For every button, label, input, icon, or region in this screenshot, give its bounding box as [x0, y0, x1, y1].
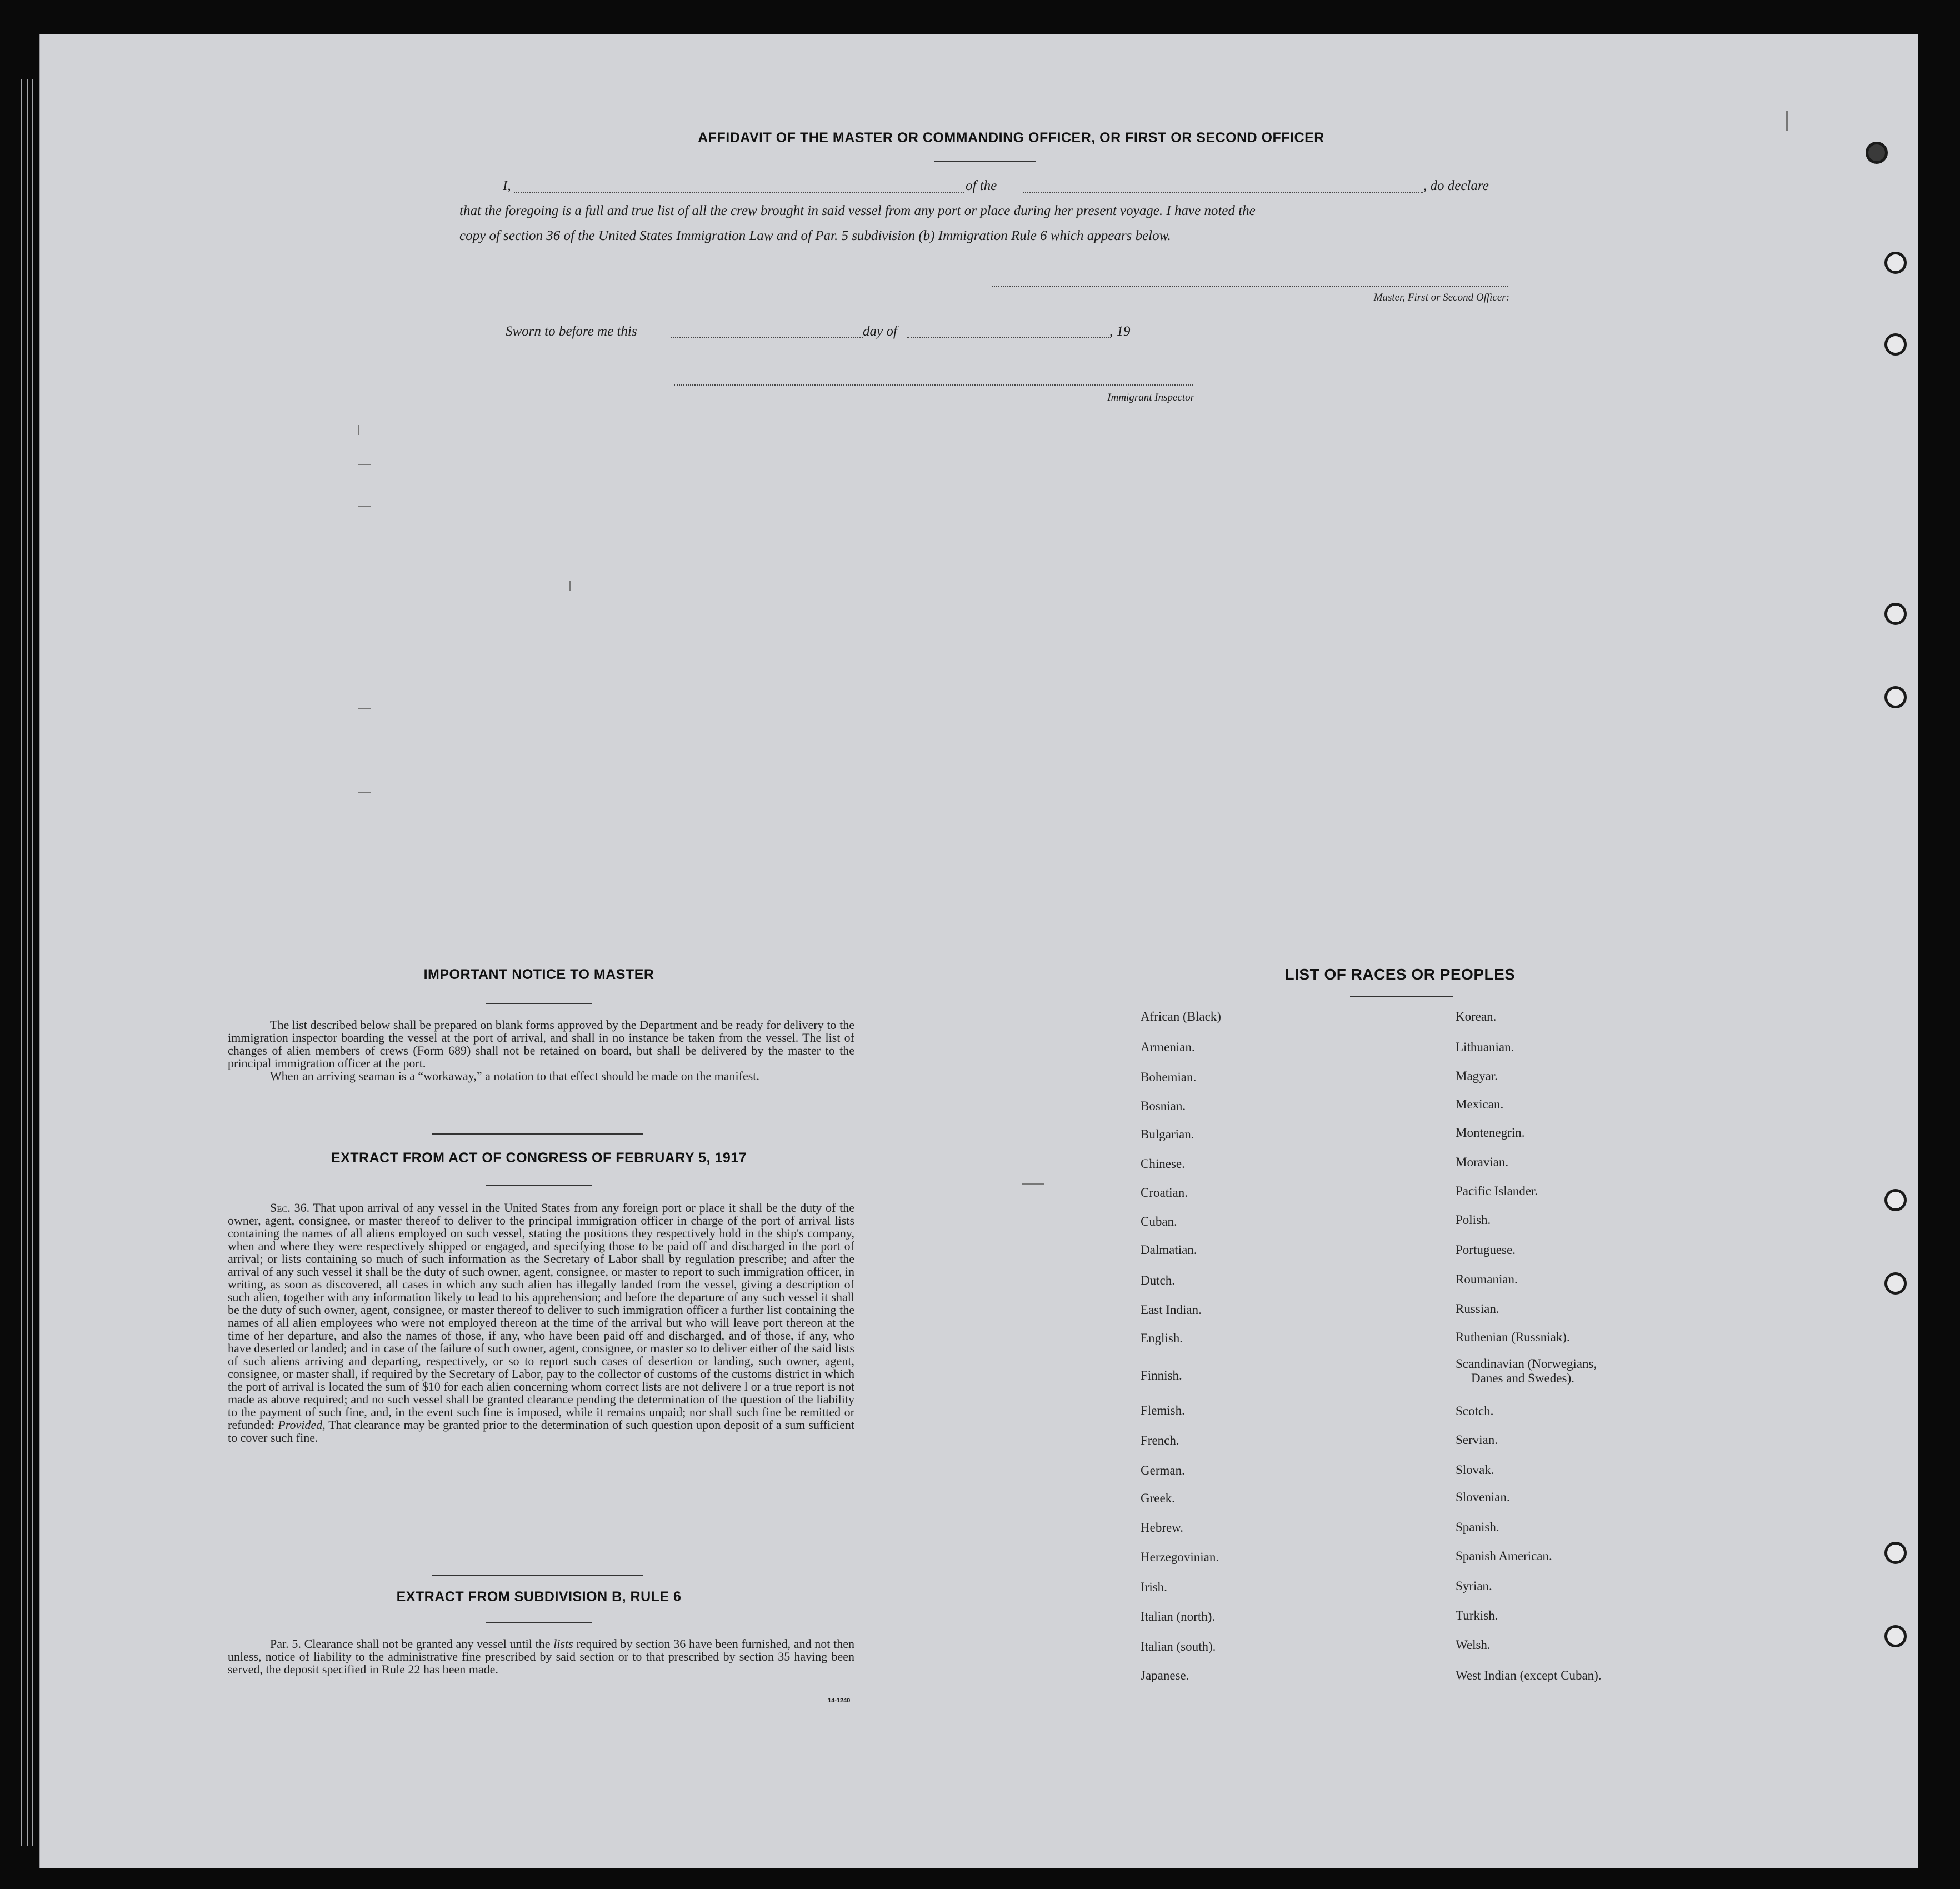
notice-paragraph-1: The list described below shall be prepared on blank forms approved by the Department and be ready for delivery to the immigration inspector boarding the vessel at the port of arrival, and shall in no instance be taken from the vessel. The list of changes of alien members of crews (Form 689) shall not be retained on board, but shall be delivered by the master to the principal immigration officer at the port.: [228, 1018, 854, 1070]
race-item: Croatian.: [1141, 1186, 1188, 1200]
day-of-label: day of: [863, 324, 897, 339]
scan-mark: [358, 708, 371, 709]
section-36-text-end: That clearance may be granted prior to the determination of such question upon deposit of a sum sufficient to cover such fine.: [228, 1418, 854, 1445]
race-item: African (Black): [1141, 1010, 1221, 1023]
scan-mark: [358, 464, 371, 465]
race-item: Scandinavian (Norwegians,: [1456, 1357, 1597, 1371]
race-item: Italian (north).: [1141, 1610, 1216, 1623]
vessel-name-field[interactable]: [1023, 192, 1423, 193]
race-item: Bulgarian.: [1141, 1127, 1194, 1141]
sworn-label: Sworn to before me this: [506, 324, 637, 339]
race-item: Slovenian.: [1456, 1490, 1510, 1504]
binder-hole: [1884, 1272, 1907, 1295]
race-item: Slovak.: [1456, 1463, 1494, 1477]
race-item: Flemish.: [1141, 1403, 1185, 1417]
race-item: Moravian.: [1456, 1155, 1509, 1169]
rule-text-start: Par. 5. Clearance shall not be granted any vessel until the: [270, 1637, 551, 1651]
binder-hole: [1884, 1625, 1907, 1647]
race-item: Herzegovinian.: [1141, 1550, 1219, 1564]
race-item: Cuban.: [1141, 1215, 1177, 1228]
binder-hole: [1884, 686, 1907, 708]
race-item: Italian (south).: [1141, 1640, 1216, 1653]
rule-extract-title: EXTRACT FROM SUBDIVISION B, RULE 6: [396, 1589, 682, 1605]
notice-title: IMPORTANT NOTICE TO MASTER: [423, 967, 654, 982]
race-item: Magyar.: [1456, 1069, 1498, 1083]
binder-hole: [1884, 603, 1907, 625]
race-item: Syrian.: [1456, 1579, 1492, 1593]
races-title: LIST OF RACES OR PEOPLES: [1284, 966, 1516, 983]
binder-hole: [1866, 142, 1888, 164]
race-item: West Indian (except Cuban).: [1456, 1668, 1602, 1682]
race-item: Bosnian.: [1141, 1099, 1186, 1113]
race-item: East Indian.: [1141, 1303, 1202, 1317]
race-item: Bohemian.: [1141, 1070, 1197, 1084]
binder-hole: [1884, 252, 1907, 274]
race-item: Scotch.: [1456, 1404, 1494, 1418]
declarant-name-field[interactable]: [514, 192, 964, 193]
section-label: Sec. 36.: [270, 1201, 310, 1215]
act-underline: [486, 1185, 592, 1186]
race-item: Spanish American.: [1456, 1549, 1552, 1563]
rule-underline: [486, 1622, 592, 1623]
master-signature-field[interactable]: [992, 286, 1508, 287]
binder-hole: [1884, 333, 1907, 356]
binder-hole: [1884, 1189, 1907, 1211]
scan-mark: [358, 425, 359, 435]
rule-text-end: required by section 36 have been furnished, and not then unless, notice of liability to the administrative fine prescribed by said section or to that prescribed by section 35 having been served, the deposit specified in Rule 22 has been made.: [228, 1637, 855, 1676]
affidavit-line-2: that the foregoing is a full and true list of all the crew brought in said vessel from any port or place during her present voyage. I have noted the: [459, 203, 1256, 218]
scan-mark: [1786, 111, 1788, 131]
race-item: Ruthenian (Russniak).: [1456, 1330, 1570, 1344]
race-item: German.: [1141, 1463, 1185, 1477]
section-36-text: That upon arrival of any vessel in the United States from any foreign port or place it shall be the duty of the owner, agent, consignee, or master thereof to deliver to the principal immigration officer in charge of the port of arrival lists containing the names of all aliens employed on such vessel, stating the positions they respectively hold in the ship's company, when and where they were respectively shipped or engaged, and specifying those to be paid off and discharged in the port of arrival; or lists containing so much of such information as the Secretary of Labor shall by regulation prescribe; and after the arrival of any such vessel it shall be the duty of such owner, agent, consignee, or master to report to such immigration officer, in writing, as soon as discovered, all cases in which any such alien has illegally landed from the vessel, giving a description of such alien, together with any information likely to lead to his apprehension; and before the departure of any such vessel it shall be the duty of such owner, agent, consignee, or master thereof to deliver to such immigration officer a further list containing the names of all alien employees who were not employed thereon at the time of the arrival but who will leave port thereon at the time of her departure, and also the names of those, if any, who have been paid off and discharged, and of those, if any, who have deserted or landed; and in case of the failure of such owner, agent, consignee, or master so to deliver either of the said lists of such aliens arriving and departing, respectively, or so to report such cases of desertion or landing, such owner, agent, consignee, or master shall, if required by the Secretary of Labor, pay to the collector of customs of the customs district in which the port of arrival is located the sum of $10 for each alien concerning whom correct lists are not delivere l or a true report is not made as above required; and no such vessel shall be granted clearance pending the determination of the question of the liability to the payment of such fine, and, in the event such fine is imposed, while it remains unpaid; nor shall such fine be remitted or refunded:: [228, 1201, 854, 1432]
section-divider: [432, 1575, 643, 1576]
notice-paragraph-2: When an arriving seaman is a “workaway,” a notation to that effect should be made on the manifest.: [270, 1069, 759, 1083]
race-item-continuation: Danes and Swedes).: [1471, 1371, 1574, 1385]
notice-body: [228, 1018, 854, 1082]
race-item: English.: [1141, 1331, 1183, 1345]
race-item: Irish.: [1141, 1580, 1167, 1594]
race-item: Pacific Islander.: [1456, 1184, 1538, 1198]
race-item: Japanese.: [1141, 1668, 1189, 1682]
race-item: Spanish.: [1456, 1520, 1499, 1534]
race-item: Hebrew.: [1141, 1521, 1184, 1535]
notice-underline: [486, 1003, 592, 1004]
race-item: Russian.: [1456, 1302, 1499, 1316]
scan-mark: [358, 506, 371, 507]
scan-mark: [569, 581, 571, 591]
race-item: Greek.: [1141, 1491, 1175, 1505]
scan-mark: [1022, 1183, 1044, 1185]
form-number: 14-1240: [828, 1697, 851, 1704]
vessel-label: of the: [966, 178, 997, 193]
race-item: Korean.: [1456, 1010, 1497, 1023]
lists-label: lists: [553, 1637, 573, 1651]
affidavit-title: AFFIDAVIT OF THE MASTER OR COMMANDING OFFICER, OR FIRST OR SECOND OFFICER: [698, 130, 1324, 146]
race-item: Montenegrin.: [1456, 1126, 1525, 1140]
race-item: Welsh.: [1456, 1638, 1491, 1652]
scan-mark: [358, 792, 371, 793]
race-item: Turkish.: [1456, 1608, 1498, 1622]
sworn-month-field[interactable]: [907, 337, 1109, 338]
race-item: Mexican.: [1456, 1097, 1504, 1111]
races-underline: [1350, 996, 1453, 997]
binder-hole: [1884, 1542, 1907, 1564]
page-edge: [32, 79, 33, 1846]
rule-extract-body: [228, 1637, 854, 1676]
race-item: Dutch.: [1141, 1273, 1175, 1287]
affidavit-line-3: copy of section 36 of the United States Immigration Law and of Par. 5 subdivision (b) Immigration Rule 6 which appears below.: [459, 228, 1171, 243]
declarant-label: I,: [503, 178, 511, 193]
race-item: Chinese.: [1141, 1157, 1185, 1171]
act-extract-title: EXTRACT FROM ACT OF CONGRESS OF FEBRUARY 5, 1917: [331, 1150, 747, 1166]
race-item: French.: [1141, 1433, 1179, 1447]
inspector-signature-field[interactable]: [674, 384, 1193, 386]
year-label: , 19: [1109, 324, 1131, 339]
race-item: Servian.: [1456, 1433, 1498, 1447]
inspector-caption: Immigrant Inspector: [1107, 392, 1194, 403]
provided-label: Provided,: [278, 1418, 326, 1432]
race-item: Polish.: [1456, 1213, 1491, 1227]
race-item: Roumanian.: [1456, 1272, 1518, 1286]
title-underline: [934, 161, 1036, 162]
signature-caption: Master, First or Second Officer:: [1373, 292, 1509, 303]
race-item: Portuguese.: [1456, 1243, 1516, 1257]
page-edge: [21, 79, 22, 1846]
sworn-day-field[interactable]: [671, 337, 863, 338]
race-item: Finnish.: [1141, 1368, 1182, 1382]
race-item: Armenian.: [1141, 1040, 1195, 1054]
declare-label: , do declare: [1423, 178, 1489, 193]
race-item: Dalmatian.: [1141, 1243, 1197, 1257]
page-edge: [27, 79, 28, 1846]
race-item: Lithuanian.: [1456, 1040, 1514, 1054]
act-extract-body: [228, 1201, 854, 1444]
section-divider: [432, 1133, 643, 1135]
